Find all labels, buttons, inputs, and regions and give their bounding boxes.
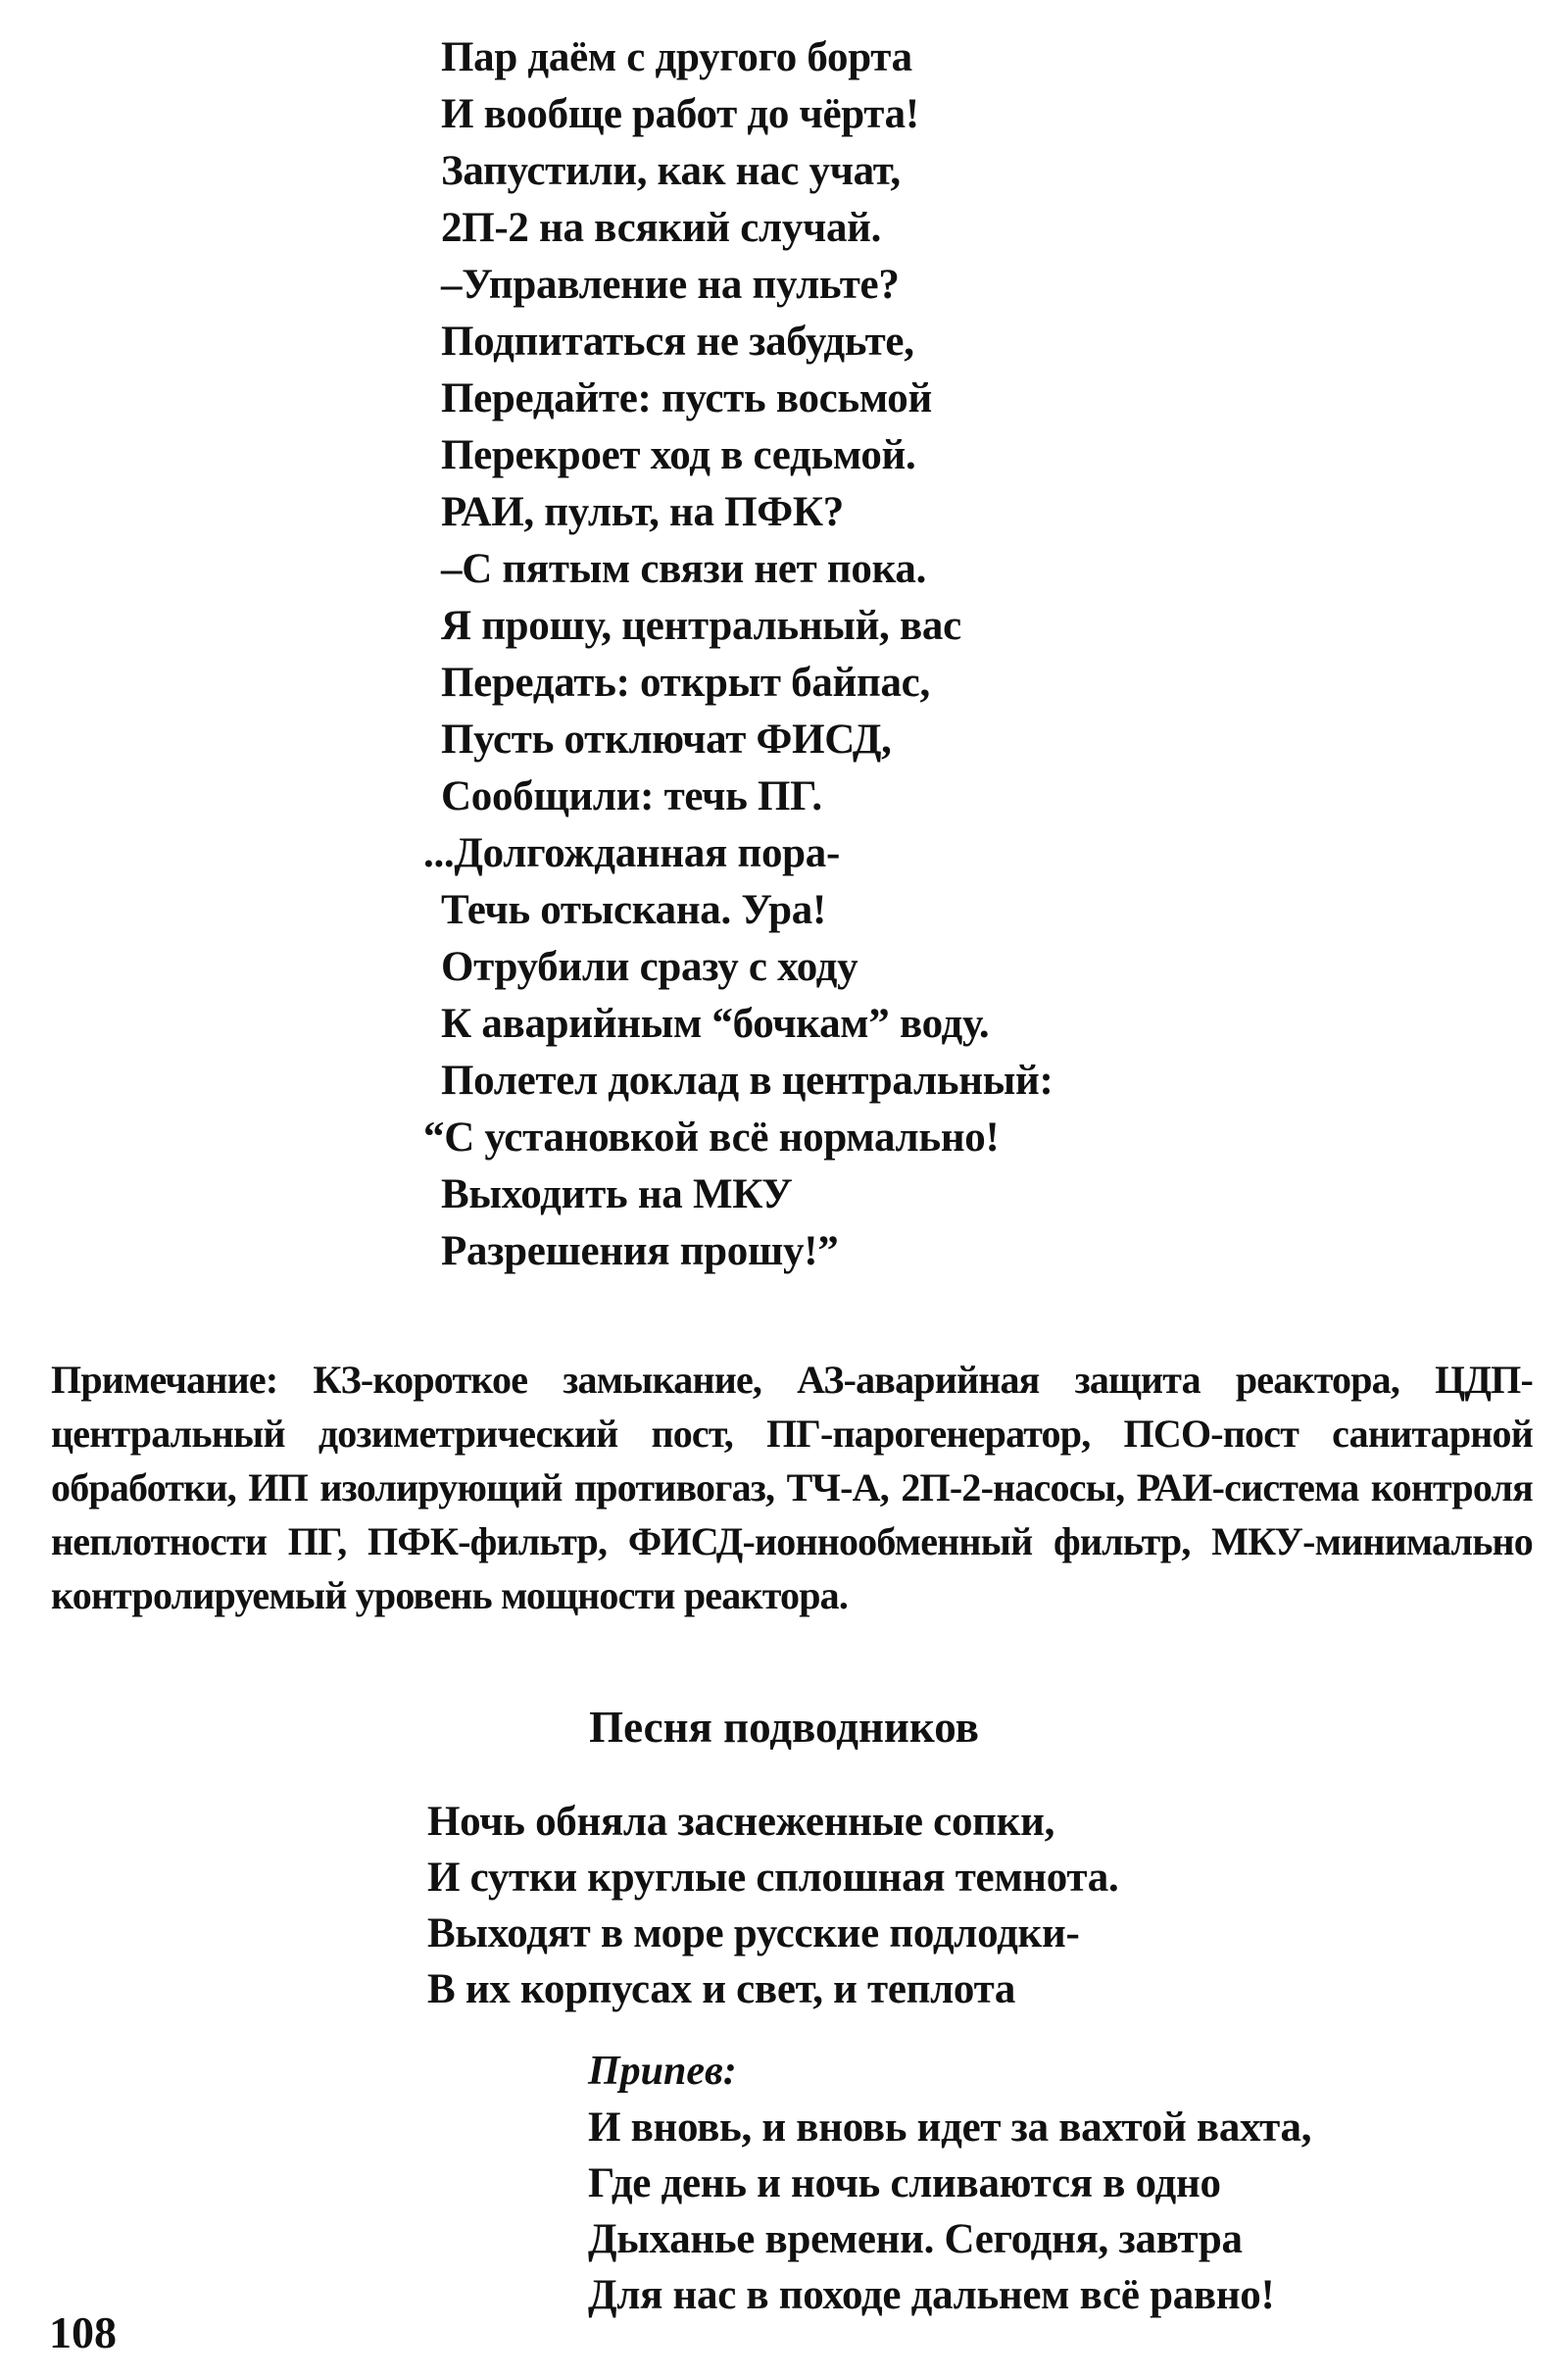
poem-line: Течь отыскана. Ура!: [441, 887, 826, 933]
verse-line: Выходят в море русские подлодки-: [427, 1910, 1080, 1956]
poem-line: Я прошу, центральный, вас: [441, 603, 961, 649]
poem-line: Передать: открыт байпас,: [441, 660, 930, 706]
poem-line: РАИ, пульт, на ПФК?: [441, 489, 844, 535]
poem-line: Выходить на МКУ: [441, 1171, 793, 1217]
footnote: [51, 1353, 1533, 1622]
song-verse: [427, 1794, 1505, 2017]
song-title: Песня подводников: [589, 1703, 979, 1752]
poem-line: ...Долгожданная пора-: [423, 830, 840, 876]
poem-line: Перекроет ход в седьмой.: [441, 432, 916, 478]
page-number: 108: [49, 2307, 117, 2357]
verse-line: В их корпусах и свет, и теплота: [427, 1966, 1016, 2012]
poem-line: Полетел доклад в центральный:: [441, 1058, 1054, 1104]
poem-stanza: [423, 29, 1323, 1280]
chorus-line: Для нас в походе дальнем всё равно!: [588, 2272, 1275, 2318]
chorus-line: Дыханье времени. Сегодня, завтра: [588, 2216, 1243, 2262]
poem-line: Подпитаться не забудьте,: [441, 319, 914, 365]
poem-line: Разрешения прошу!”: [441, 1228, 839, 1274]
chorus-label: Припев:: [588, 2049, 737, 2094]
poem-line: Пар даём с другого борта: [441, 34, 912, 80]
chorus-line: Где день и ночь сливаются в одно: [588, 2160, 1221, 2206]
poem-line: “С установкой всё нормально!: [423, 1114, 1000, 1161]
verse-line: И сутки круглые сплошная темнота.: [427, 1855, 1119, 1901]
verse-line: Ночь обняла заснеженные сопки,: [427, 1799, 1055, 1845]
poem-line: Пусть отключат ФИСД,: [441, 717, 892, 763]
poem-line: –Управление на пульте?: [441, 262, 900, 308]
poem-line: Сообщили: течь ПГ.: [441, 773, 822, 819]
poem-line: Отрубили сразу с ходу: [441, 944, 858, 990]
poem-line: И вообще работ до чёрта!: [441, 91, 919, 137]
poem-line: К аварийным “бочкам” воду.: [441, 1001, 990, 1047]
poem-line: Запустили, как нас учат,: [441, 148, 901, 194]
chorus-line: И вновь, и вновь идет за вахтой вахта,: [588, 2105, 1312, 2151]
note-label: Примечание:: [51, 1358, 278, 1402]
poem-line: Передайте: пусть восьмой: [441, 375, 932, 421]
note-text: КЗ-короткое замыкание, АЗ-аварийная защита реактора, ЦДП-центральный дозиметрический пост, ПГ-парогенератор, ПСО-пост санитарной обработки, ИП изолирующий противогаз, ТЧ-А, 2П-2-насосы, РАИ-система контроля неплотности ПГ, ПФК-фильтр, ФИСД-ионнообменный фильтр, МКУ-минимально контролируемый уровень мощности реактора.: [51, 1358, 1533, 1617]
poem-line: 2П-2 на всякий случай.: [441, 205, 882, 251]
song-chorus: [588, 2044, 1519, 2323]
poem-line: –С пятым связи нет пока.: [441, 546, 927, 592]
